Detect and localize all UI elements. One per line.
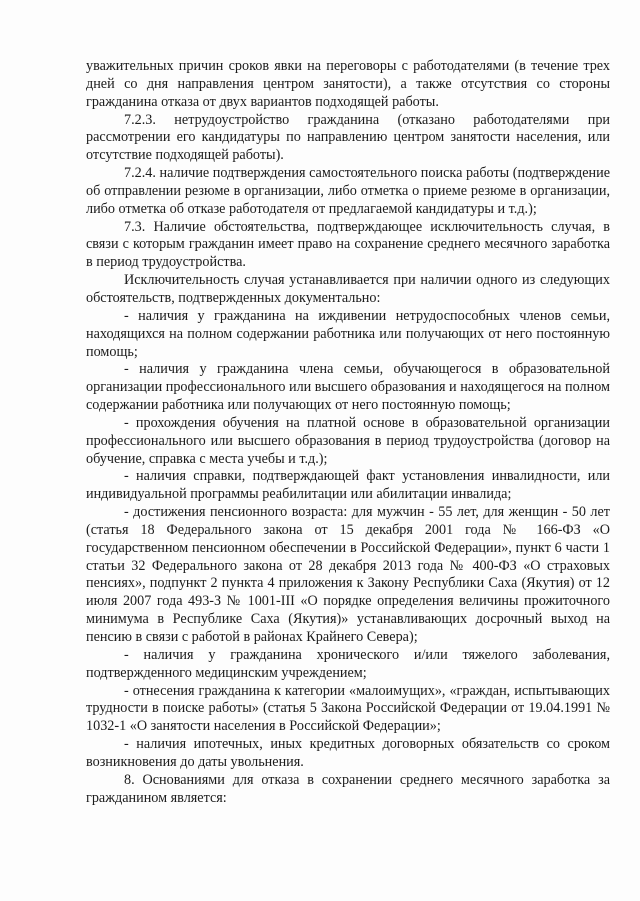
paragraph-7-2-3: 7.2.3. нетрудоустройство гражданина (отказано работодателями при рассмотрении его кандидатуры по направлению центром занятости населения, или отсутствие подходящей работы). xyxy=(86,111,610,164)
list-item-low-income: - отнесения гражданина к категории «малоимущих», «граждан, испытывающих трудности в поиске работы» (статья 5 Закона Российской Федерации от 19.04.1991 № 1032-1 «О занятости населения в Российской Федерации»; xyxy=(86,682,610,735)
list-item-mortgage: - наличия ипотечных, иных кредитных договорных обязательств со сроком возникновения до даты увольнения. xyxy=(86,736,610,770)
list-item-dependents: - наличия у гражданина на иждивении нетрудоспособных членов семьи, находящихся на полном содержании работника или получающих от него постоянную помощь; xyxy=(86,307,610,360)
paragraph-7-2-4: 7.2.4. наличие подтверждения самостоятельного поиска работы (подтверждение об отправлении резюме в организации, либо отметка о приеме резюме в организации, либо отметка об отказе работодателя от предлагаемой кандидатуры и т.д.); xyxy=(86,165,610,217)
list-item-disability: - наличия справки, подтверждающей факт установления инвалидности, или индивидуальной программы реабилитации или абилитации инвалида; xyxy=(86,468,610,503)
paragraph-7-3: 7.3. Наличие обстоятельства, подтверждающее исключительность случая, в связи с которым гражданин имеет право на сохранение среднего месячного заработка в период трудоустройства. xyxy=(86,218,610,271)
list-item-chronic-illness: - наличия у гражданина хронического и/или тяжелого заболевания, подтвержденного медицинским учреждением; xyxy=(86,646,610,681)
paragraph-continued: уважительных причин сроков явки на переговоры с работодателями (в течение трех дней со дня направления центром занятости), а также отсутствия со стороны гражданина отказа от двух вариантов подходящей работы. xyxy=(86,58,610,110)
list-item-student-family: - наличия у гражданина члена семьи, обучающегося в образовательной организации профессионального или высшего образования и находящегося на полном содержании работника или получающих от него постоянную помощь; xyxy=(86,361,610,414)
list-item-paid-education: - прохождения обучения на платной основе в образовательной организации профессионального или высшего образования в период трудоустройства (договор на обучение, справка с места учебы и т.д.); xyxy=(86,414,610,467)
paragraph-8: 8. Основаниями для отказа в сохранении среднего месячного заработка за гражданином является: xyxy=(86,771,610,806)
paragraph-exclusivity: Исключительность случая устанавливается при наличии одного из следующих обстоятельств, подтвержденных документально: xyxy=(86,272,610,306)
list-item-pension-age: - достижения пенсионного возраста: для мужчин - 55 лет, для женщин - 50 лет (статья 18 Федерального закона от 15 декабря 2001 года № 166-ФЗ «О государственном пенсионном обеспечении в Российской Федерации», пункт 6 части 1 статьи 32 Федерального закона от 28 декабря 2013 года № 400-ФЗ «О страховых пенсиях», подпункт 2 пункта 4 приложения к Закону Республики Саха (Якутия) от 12 июля 2007 года 493-З № 1001-III «О порядке определения величины прожиточного минимума в Республике Саха (Якутия)» устанавливающих досрочный выход на пенсию в связи с работой в районах Крайнего Севера); xyxy=(86,504,610,645)
document-body xyxy=(86,58,610,807)
